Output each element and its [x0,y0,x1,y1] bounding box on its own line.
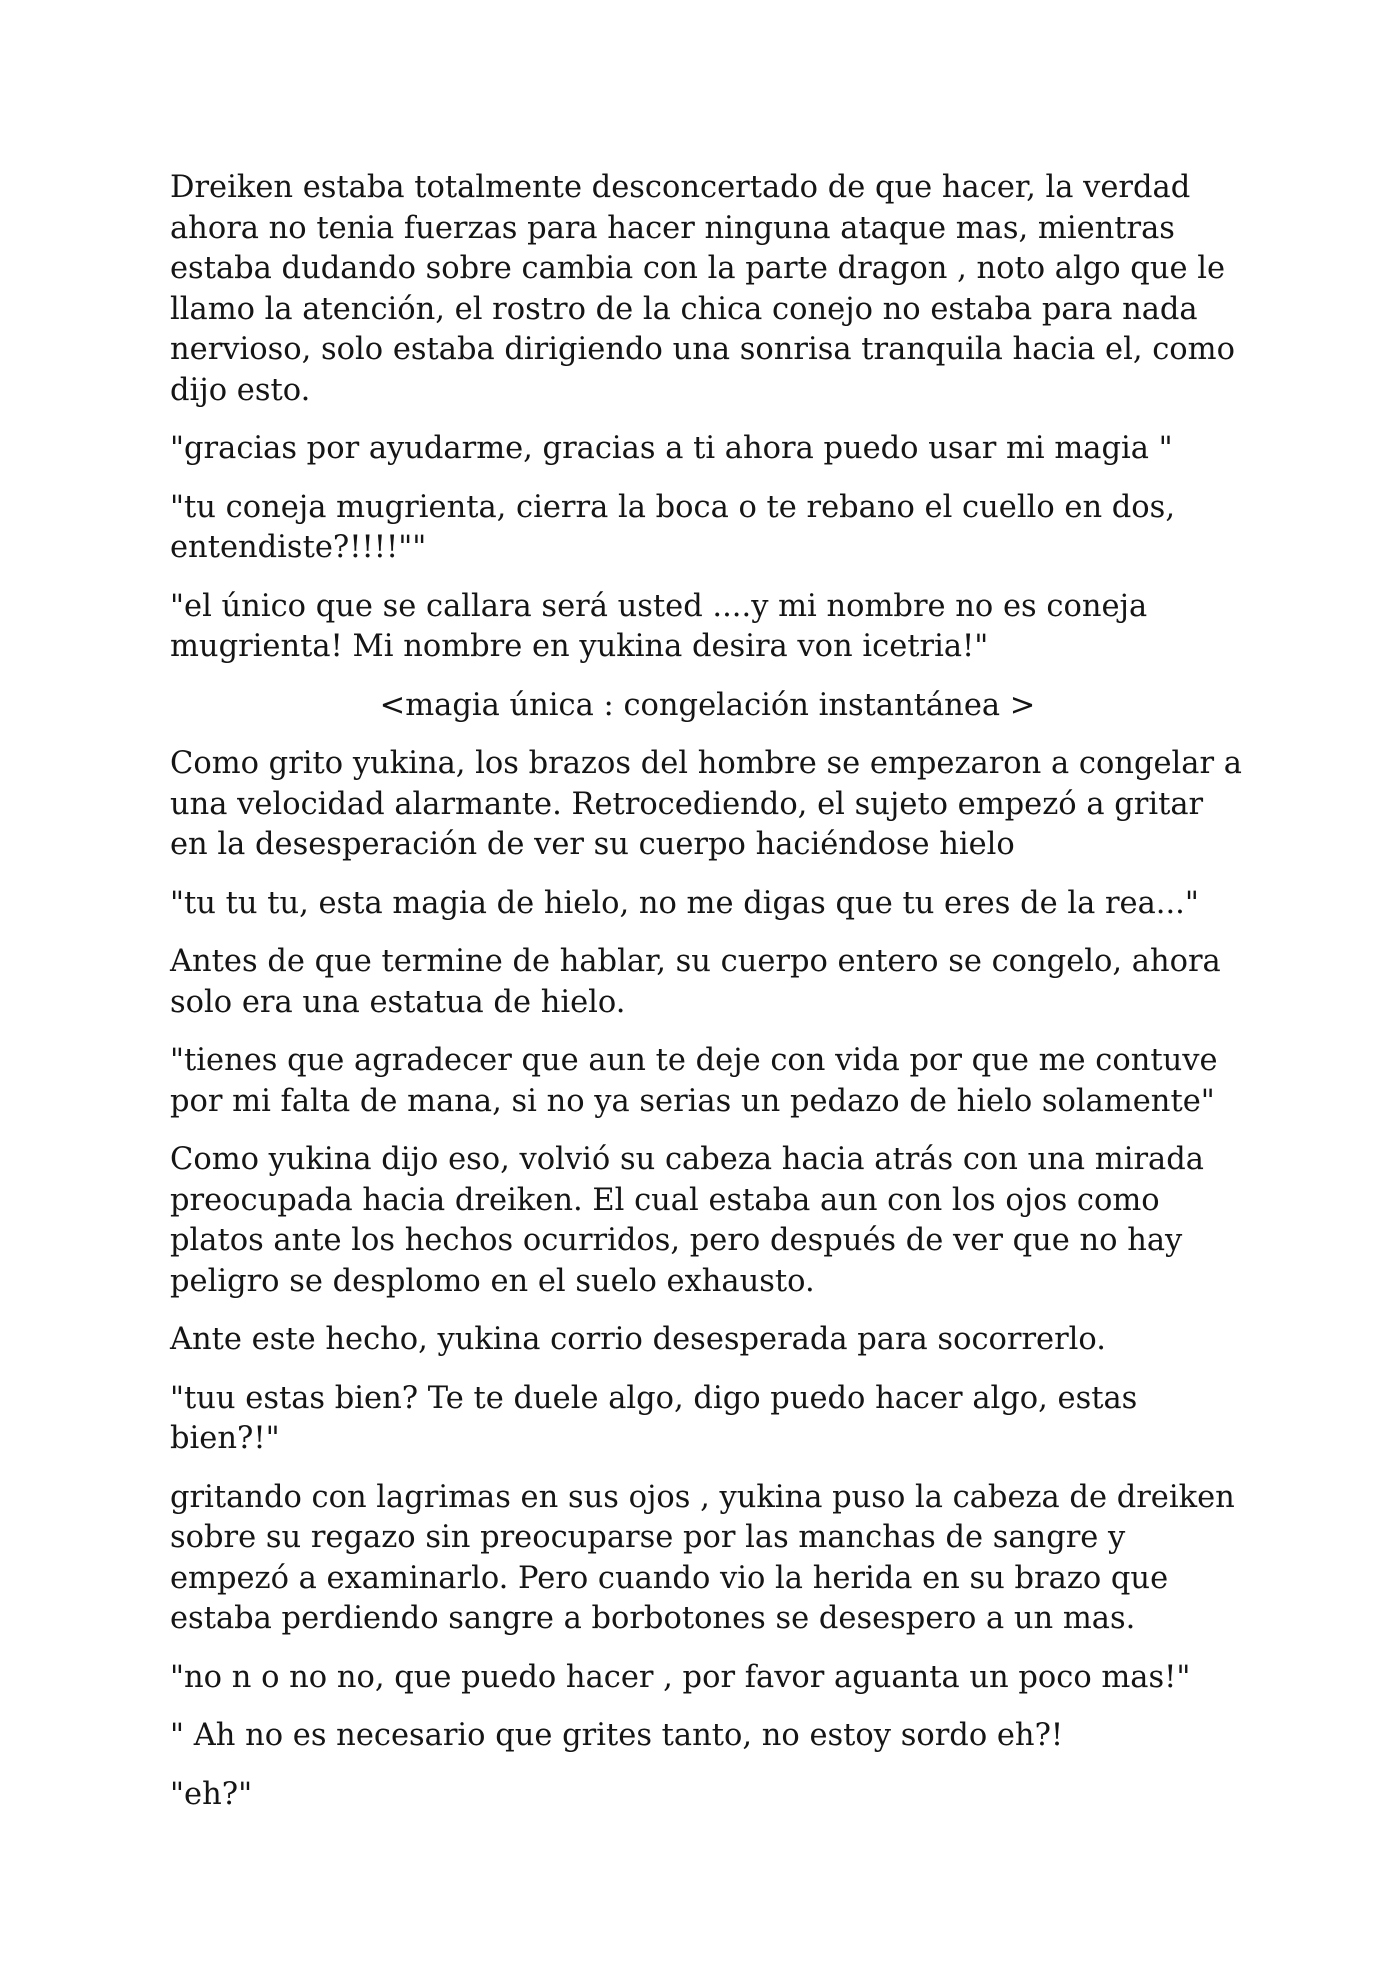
dialogue-line: "tuu estas bien? Te te duele algo, digo puedo hacer algo, estas bien?!" [170,1380,1138,1456]
dialogue-line: "tu coneja mugrienta, cierra la boca o te rebano el cuello en dos, entendiste?!!!!"" [170,489,1176,565]
paragraph: Como yukina dijo eso, volvió su cabeza hacia atrás con una mirada preocupada hacia dreiken. El cual estaba aun con los ojos como platos ante los hechos ocurridos, pero después de ver que no hay peligro se desplomo en el suelo exhausto. [170,1142,1204,1299]
dialogue-line: "el único que se callara será usted ....y mi nombre no es coneja mugrienta! Mi nombre en yukina desira von icetria!" [170,588,1148,664]
paragraph: Como grito yukina, los brazos del hombre se empezaron a congelar a una velocidad alarmante. Retrocediendo, el sujeto empezó a gritar en la desesperación de ver su cuerpo haciéndose hielo [170,746,1242,862]
dialogue-line: " Ah no es necesario que grites tanto, no estoy sordo eh?! [170,1718,1064,1753]
document-page [170,168,1245,1833]
paragraph: Antes de que termine de hablar, su cuerpo entero se congelo, ahora solo era una estatua de hielo. [170,944,1221,1020]
dialogue-line: "tu tu tu, esta magia de hielo, no me digas que tu eres de la rea..." [170,885,1199,921]
dialogue-line: "eh?" [170,1776,253,1812]
dialogue-line: "gracias por ayudarme, gracias a ti ahora puedo usar mi magia " [170,431,1173,466]
dialogue-line: "no n o no no, que puedo hacer , por favor aguanta un poco mas!" [170,1659,1191,1695]
spell-name-line: <magia única : congelación instantánea > [379,687,1036,723]
dialogue-line: "tienes que agradecer que aun te deje con vida por que me contuve por mi falta de mana, si no ya serias un pedazo de hielo solamente" [170,1043,1218,1119]
paragraph: gritando con lagrimas en sus ojos , yukina puso la cabeza de dreiken sobre su regazo sin preocuparse por las manchas de sangre y empezó a examinarlo. Pero cuando vio la herida en su brazo que estaba perdiendo sangre a borbotones se desespero a un mas. [170,1479,1235,1636]
paragraph: Ante este hecho, yukina corrio desesperada para socorrerlo. [170,1322,1106,1357]
paragraph: Dreiken estaba totalmente desconcertado de que hacer, la verdad ahora no tenia fuerzas para hacer ninguna ataque mas, mientras estaba dudando sobre cambia con la parte dragon , noto algo que le llamo la atención, el rostro de la chica conejo no estaba para nada nervioso, solo estaba dirigiendo una sonrisa tranquila hacia el, como dijo esto. [170,170,1235,408]
